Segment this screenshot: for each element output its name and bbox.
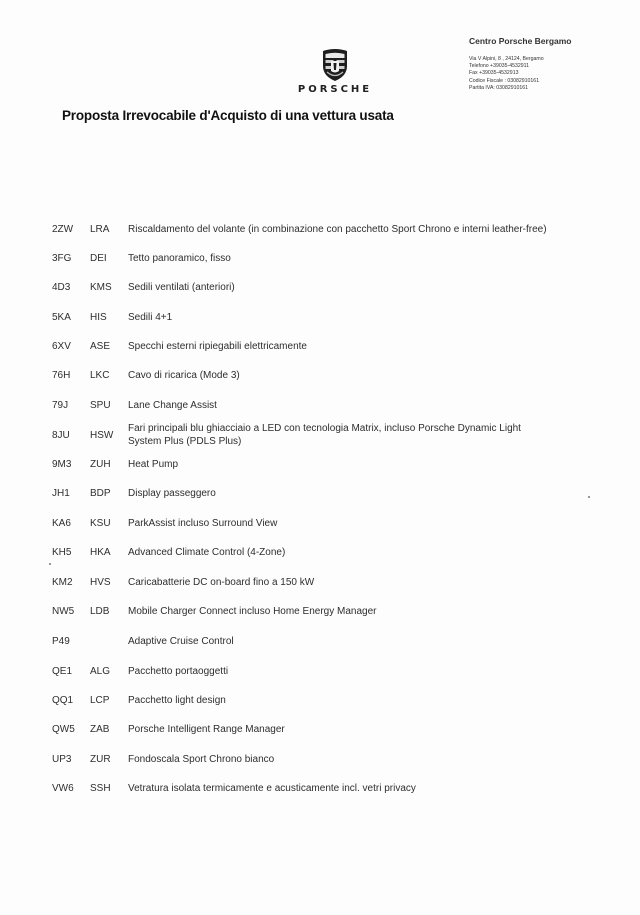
option-package: KMS	[90, 282, 112, 293]
dealer-name: Centro Porsche Bergamo	[469, 36, 572, 46]
option-code: QW5	[52, 724, 75, 735]
option-package: LKC	[90, 370, 110, 381]
scan-speck	[49, 563, 51, 565]
option-description: Fondoscala Sport Chrono bianco	[128, 754, 275, 765]
option-description: ParkAssist incluso Surround View	[128, 518, 278, 529]
option-description: Specchi esterni ripiegabili elettricamente	[128, 341, 307, 352]
option-description: Cavo di ricarica (Mode 3)	[128, 370, 240, 381]
option-code: 76H	[52, 370, 71, 381]
option-code: 4D3	[52, 282, 71, 293]
option-code: P49	[52, 636, 70, 647]
dealer-phone: Telefono +39035-4532911	[469, 63, 530, 70]
option-description: Advanced Climate Control (4-Zone)	[128, 547, 286, 558]
option-package: SPU	[90, 400, 111, 411]
option-code: QE1	[52, 666, 73, 677]
dealer-vat: Partita IVA: 03082910161	[469, 84, 529, 91]
option-package: BDP	[90, 488, 111, 499]
option-description: Riscaldamento del volante (in combinazione con pacchetto Sport Chrono e interni leather-free)	[128, 224, 547, 235]
option-description: Tetto panoramico, fisso	[128, 253, 231, 264]
option-code: KM2	[52, 577, 73, 588]
dealer-fiscal-code: Codice Fiscale : 03082910161	[469, 77, 540, 84]
porsche-logo	[290, 48, 380, 95]
option-code: 3FG	[52, 253, 72, 264]
dealer-info	[469, 36, 619, 92]
dealer-fax: Fax +39035-4532913	[469, 70, 519, 77]
option-description: Lane Change Assist	[128, 400, 217, 411]
option-package: ASE	[90, 341, 111, 352]
option-code: 5KA	[52, 312, 71, 323]
option-package: LRA	[90, 224, 110, 235]
option-code: 8JU	[52, 430, 70, 441]
option-package: HSW	[90, 430, 114, 441]
option-description: Fari principali blu ghiacciaio a LED con tecnologia Matrix, incluso Porsche Dynamic Light System Plus (PDLS Plus)	[128, 423, 521, 447]
option-code: NW5	[52, 606, 75, 617]
option-code: VW6	[52, 783, 74, 794]
option-code: KA6	[52, 518, 71, 529]
option-package: ZUR	[90, 754, 111, 765]
option-package: ZAB	[90, 724, 110, 735]
option-package: DEI	[90, 253, 107, 264]
document-title: Proposta Irrevocabile d'Acquisto di una vettura usata	[62, 108, 394, 123]
option-code: 2ZW	[52, 224, 74, 235]
option-description: Pacchetto portaoggetti	[128, 666, 229, 677]
option-description: Sedili ventilati (anteriori)	[128, 282, 235, 293]
option-description: Adaptive Cruise Control	[128, 636, 234, 647]
option-code: 6XV	[52, 341, 71, 352]
option-description: Pacchetto light design	[128, 695, 226, 706]
option-description: Heat Pump	[128, 459, 179, 470]
option-description: Mobile Charger Connect incluso Home Energy Manager	[128, 606, 377, 617]
option-description: Vetratura isolata termicamente e acusticamente incl. vetri privacy	[128, 783, 416, 794]
option-code: KH5	[52, 547, 72, 558]
porsche-crest-icon	[321, 48, 349, 82]
option-description: Caricabatterie DC on-board fino a 150 kW	[128, 577, 315, 588]
option-code: QQ1	[52, 695, 74, 706]
option-package: LDB	[90, 606, 110, 617]
option-package: LCP	[90, 695, 110, 706]
option-package: HVS	[90, 577, 111, 588]
option-code: 79J	[52, 400, 69, 411]
option-code: JH1	[52, 488, 70, 499]
option-package: ZUH	[90, 459, 111, 470]
option-description: Porsche Intelligent Range Manager	[128, 724, 285, 735]
dealer-address: Via V Alpini, 8 , 24124, Bergamo	[469, 56, 544, 62]
option-package: KSU	[90, 518, 111, 529]
option-code: UP3	[52, 754, 72, 765]
brand-wordmark: PORSCHE	[297, 84, 373, 95]
option-description: Display passeggero	[128, 488, 216, 499]
option-package: SSH	[90, 783, 111, 794]
scan-speck	[588, 496, 590, 498]
option-package: HIS	[90, 312, 107, 323]
option-package: HKA	[90, 547, 111, 558]
option-description: Sedili 4+1	[128, 312, 173, 323]
option-code: 9M3	[52, 459, 72, 470]
option-package: ALG	[90, 666, 111, 677]
